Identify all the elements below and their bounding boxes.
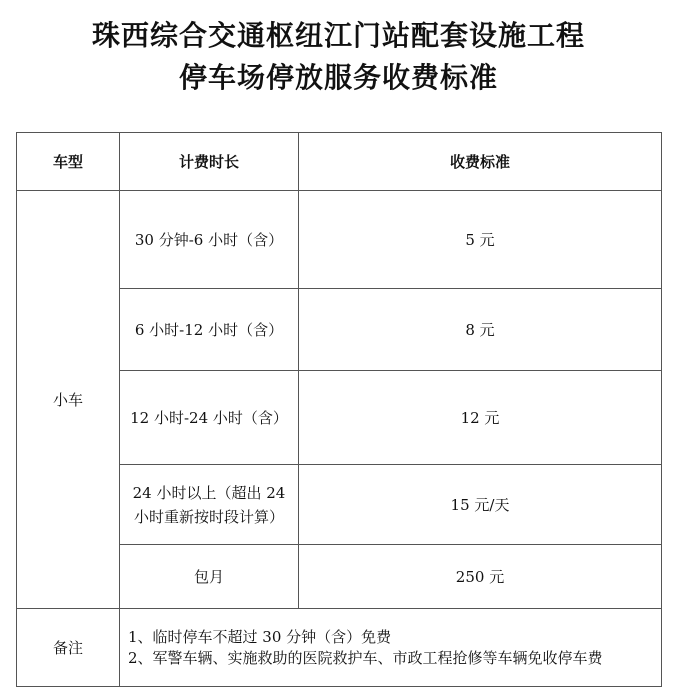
header-fee: 收费标准: [299, 133, 662, 191]
vehicle-type-cell: 小车: [17, 191, 120, 609]
page-title: 珠西综合交通枢纽江门站配套设施工程: [91, 19, 585, 52]
duration-cell: 12 小时-24 小时（含）: [120, 371, 299, 465]
remarks-label: 备注: [17, 609, 120, 687]
header-duration: 计费时长: [120, 133, 299, 191]
table-header-row: [17, 133, 662, 191]
fee-cell: 12 元: [299, 371, 662, 465]
duration-cell: 6 小时-12 小时（含）: [120, 289, 299, 371]
remark-item: 2、军警车辆、实施救助的医院救护车、市政工程抢修等车辆免收停车费: [128, 648, 603, 667]
fee-cell: 5 元: [299, 191, 662, 289]
header-vehicle-type: 车型: [17, 133, 120, 191]
remark-item: 1、临时停车不超过 30 分钟（含）免费: [128, 627, 392, 646]
page-subtitle: 停车场停放服务收费标准: [178, 61, 498, 94]
fee-table: [16, 132, 662, 687]
remarks-cell: [120, 609, 662, 687]
fee-cell: 15 元/天: [299, 465, 662, 545]
fee-cell: 250 元: [299, 545, 662, 609]
duration-cell: 24 小时以上（超出 24 小时重新按时段计算）: [120, 465, 299, 545]
table-row: [17, 191, 662, 289]
duration-cell: 30 分钟-6 小时（含）: [120, 191, 299, 289]
remarks-row: [17, 609, 662, 687]
duration-cell: 包月: [120, 545, 299, 609]
fee-cell: 8 元: [299, 289, 662, 371]
